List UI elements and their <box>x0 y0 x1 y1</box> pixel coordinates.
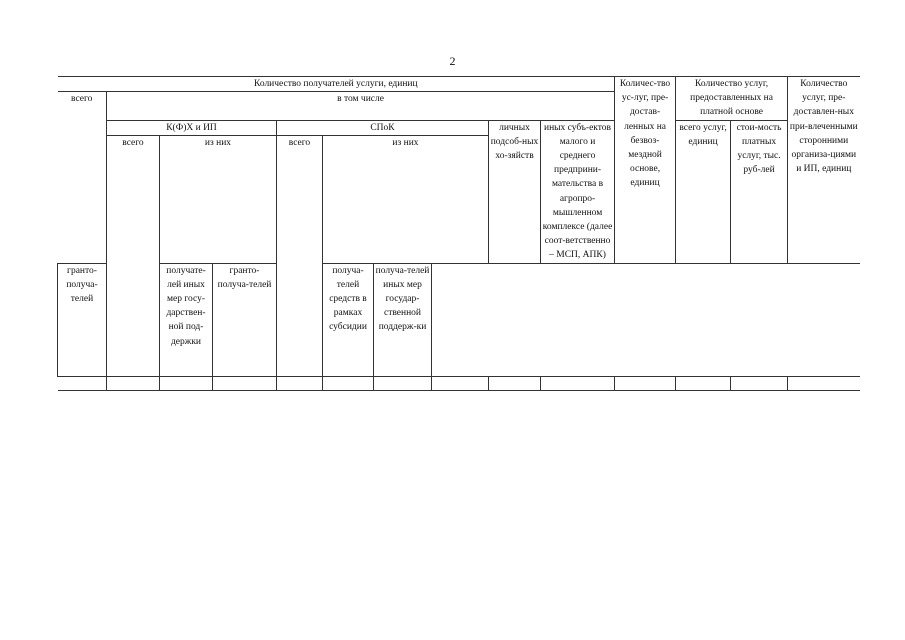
table-cell <box>541 376 615 390</box>
header-subsidy-recipients: получа-телей средств в рамках субсидии <box>323 263 374 376</box>
header-spok-of-which: из них <box>323 135 489 263</box>
header-paid-cost: стои-мость платных услуг, тыс. руб-лей <box>731 120 788 263</box>
header-kfh-grant-recipients: гранто-получа-телей <box>58 263 107 376</box>
header-spok-other-support: получа-телей иных мер государ-ственной поддерж-ки <box>374 263 432 376</box>
table-cell <box>160 376 213 390</box>
table-cell <box>432 376 489 390</box>
header-free-services: Количес-тво ус-луг, пре-достав-ленных на безвоз-мездной основе, единиц <box>615 77 676 264</box>
table-cell <box>213 376 277 390</box>
header-paid-services: Количество услуг, предоставленных на платной основе <box>676 77 788 121</box>
header-kfh-ip: К(Ф)Х и ИП <box>107 120 277 135</box>
header-paid-total: всего услуг, единиц <box>676 120 731 263</box>
table-cell <box>107 376 160 390</box>
header-kfh-of-which: из них <box>160 135 277 263</box>
table-cell <box>676 376 731 390</box>
header-kfh-total: всего <box>107 135 160 376</box>
table-cell <box>788 376 860 390</box>
header-spok: СПоК <box>277 120 489 135</box>
table-cell <box>731 376 788 390</box>
table-cell <box>58 376 107 390</box>
services-table <box>57 76 860 391</box>
table-cell <box>374 376 432 390</box>
header-spok-grant-recipients: гранто-получа-телей <box>213 263 277 376</box>
header-kfh-other-support: получате-лей иных мер госу-дарствен-ной под-держки <box>160 263 213 376</box>
table-cell <box>489 376 541 390</box>
header-third-party-services: Количество услуг, пре-доставлен-ных при-влеченными сторонними организа-циями и ИП, единиц <box>788 77 860 264</box>
header-personal-farms: личных подсоб-ных хо-зяйств <box>489 120 541 263</box>
table-cell <box>277 376 323 390</box>
header-including: в том числе <box>107 92 615 120</box>
table-cell <box>615 376 676 390</box>
header-other-msp: иных субъ-ектов малого и среднего предприни-мательства в агропро-мышленном комплексе (далее соот-ветственно – МСП, АПК) <box>541 120 615 263</box>
header-spok-total: всего <box>277 135 323 376</box>
table-cell <box>323 376 374 390</box>
header-recipients-count: Количество получателей услуги, единиц <box>58 77 615 92</box>
page-number: 2 <box>449 54 456 68</box>
header-total: всего <box>58 92 107 263</box>
